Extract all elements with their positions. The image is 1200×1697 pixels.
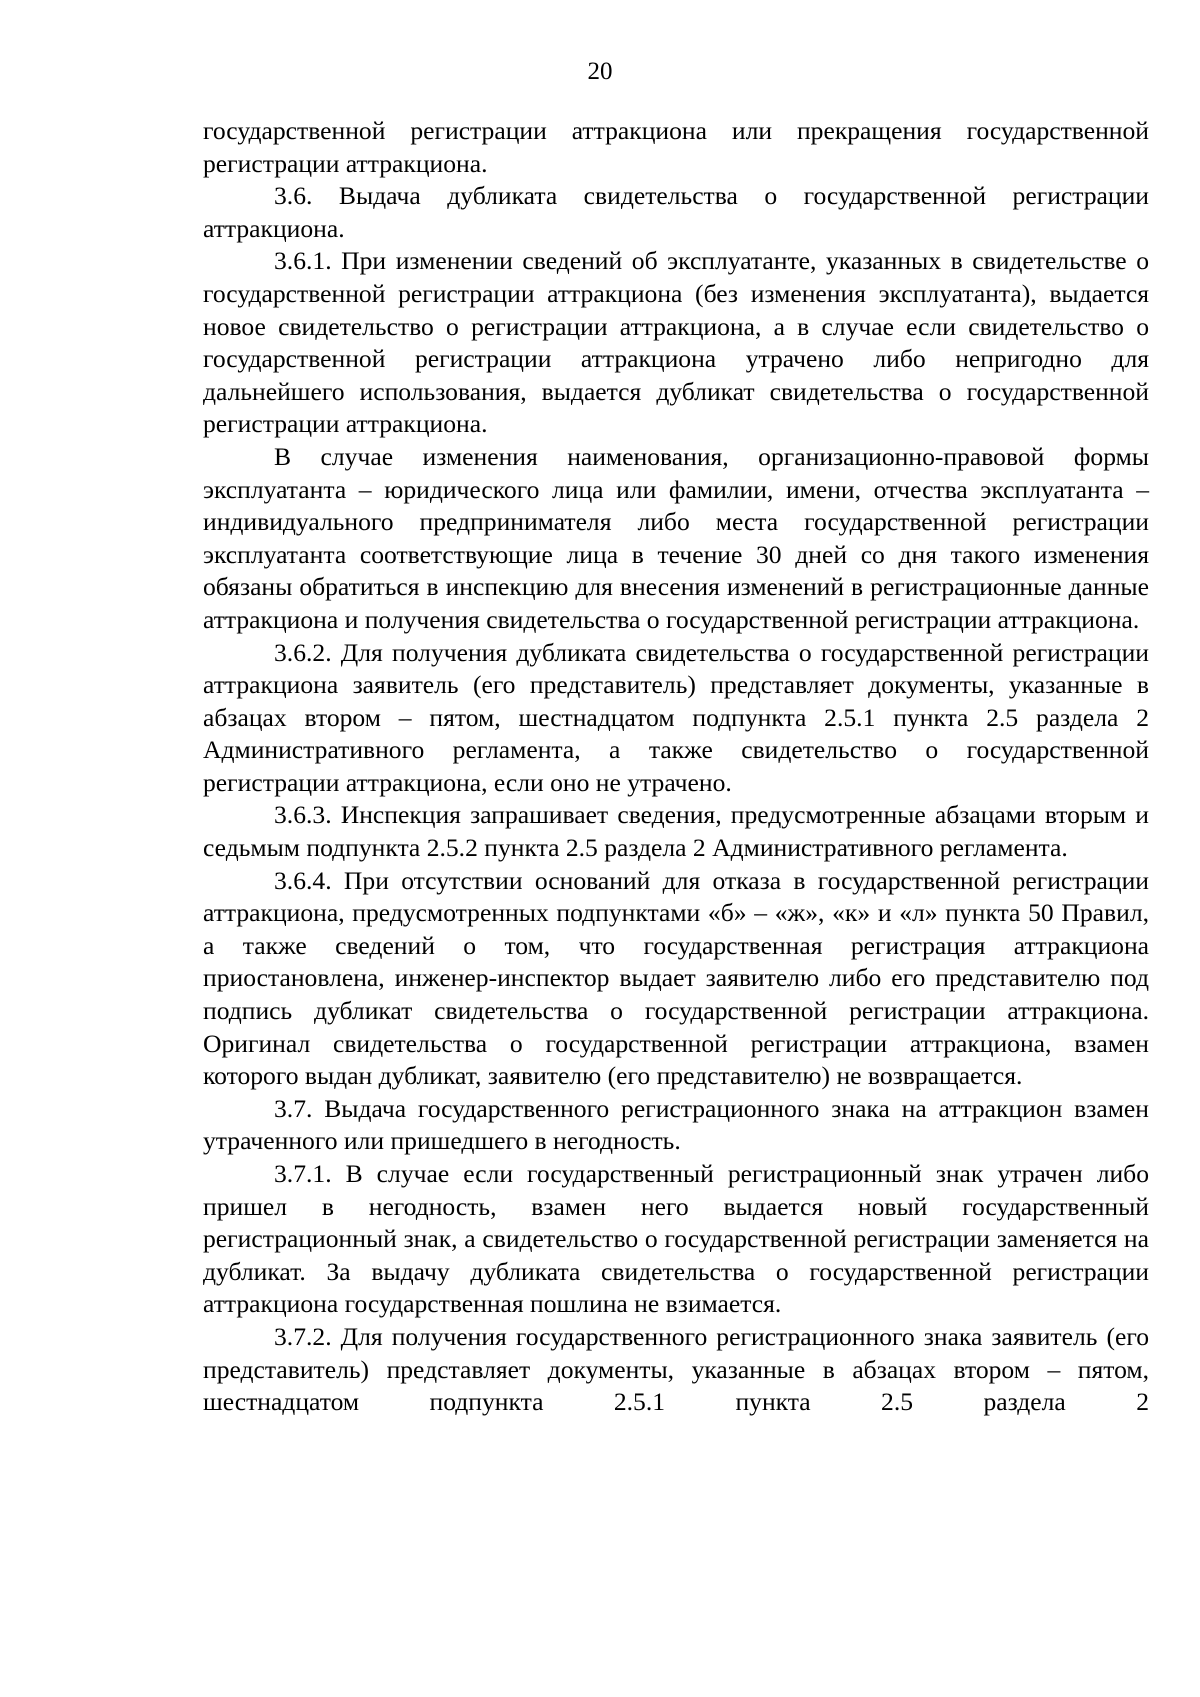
paragraph-section-3-6: 3.6. Выдача дубликата свидетельства о государственной регистрации аттракциона. bbox=[203, 181, 1149, 243]
document-body bbox=[203, 115, 1149, 1419]
paragraph-continuation: государственной регистрации аттракциона или прекращения государственной регистрации аттракциона. bbox=[203, 116, 1149, 178]
paragraph-section-3-7-1: 3.7.1. В случае если государственный регистрационный знак утрачен либо пришел в негодность, взамен него выдается новый государственный регистрационный знак, а свидетельство о государственной регистрации заменяется на дубликат. За выдачу дубликата свидетельства о государственной регистрации аттракциона государственная пошлина не взимается. bbox=[203, 1159, 1149, 1319]
paragraph-section-3-7: 3.7. Выдача государственного регистрационного знака на аттракцион взамен утраченного или пришедшего в негодность. bbox=[203, 1093, 1149, 1156]
paragraph-section-3-7-2: 3.7.2. Для получения государственного регистрационного знака заявитель (его представитель) представляет документы, указанные в абзацах втором – пятом, шестнадцатом подпункта 2.5.1 пункта 2.5 раздела 2 bbox=[203, 1321, 1149, 1417]
paragraph-section-3-6-3: 3.6.3. Инспекция запрашивает сведения, предусмотренные абзацами вторым и седьмым подпункта 2.5.2 пункта 2.5 раздела 2 Административного регламента. bbox=[203, 800, 1149, 863]
paragraph-section-3-6-4: 3.6.4. При отсутствии оснований для отказа в государственной регистрации аттракциона, предусмотренных подпунктами «б» – «ж», «к» и «л» пункта 50 Правил, а также сведений о том, что государственная регистрация аттракциона приостановлена, инженер-инспектор выдает заявителю либо его представителю под подпись дубликат свидетельства о государственной регистрации аттракциона. Оригинал свидетельства о государственной регистрации аттракциона, взамен которого выдан дубликат, заявителю (его представителю) не возвращается. bbox=[203, 865, 1149, 1091]
page-number: 20 bbox=[587, 58, 613, 85]
paragraph-section-3-6-1: 3.6.1. При изменении сведений об эксплуатанте, указанных в свидетельстве о государственной регистрации аттракциона (без изменения эксплуатанта), выдается новое свидетельство о регистрации аттракциона, а в случае если свидетельство о государственной регистрации аттракциона утрачено либо непригодно для дальнейшего использования, выдается дубликат свидетельства о государственной регистрации аттракциона. bbox=[203, 246, 1149, 439]
paragraph-section-3-6-2: 3.6.2. Для получения дубликата свидетельства о государственной регистрации аттракциона заявитель (его представитель) представляет документы, указанные в абзацах втором – пятом, шестнадцатом подпункта 2.5.1 пункта 2.5 раздела 2 Административного регламента, а также свидетельство о государственной регистрации аттракциона, если оно не утрачено. bbox=[203, 637, 1149, 797]
paragraph-name-change: В случае изменения наименования, организационно-правовой формы эксплуатанта – юридического лица или фамилии, имени, отчества эксплуатанта – индивидуального предпринимателя либо места государственной регистрации эксплуатанта соответствующие лица в течение 30 дней со дня такого изменения обязаны обратиться в инспекцию для внесения изменений в регистрационные данные аттракциона и получения свидетельства о государственной регистрации аттракциона. bbox=[203, 441, 1149, 634]
